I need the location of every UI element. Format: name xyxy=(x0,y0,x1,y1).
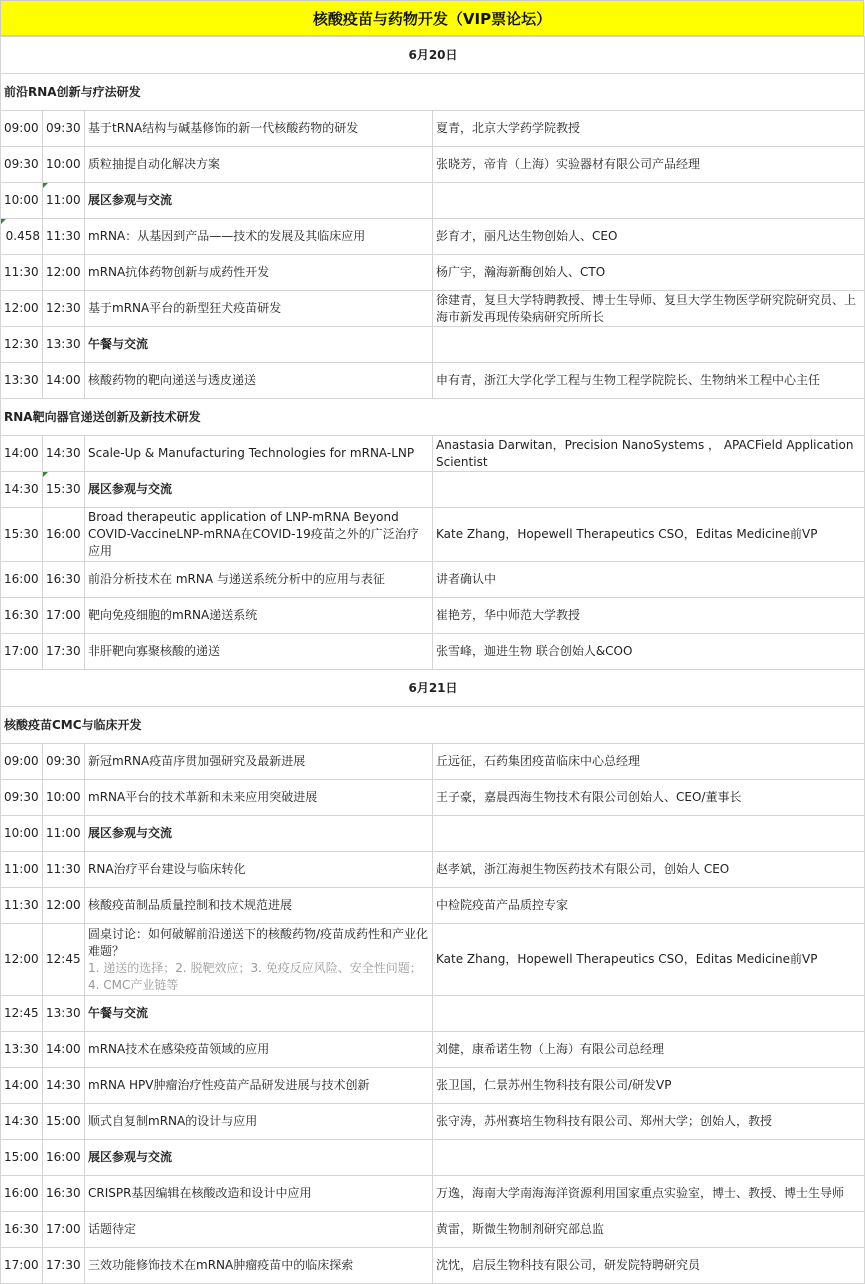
agenda-row xyxy=(1,924,865,996)
end-time: 12:45 xyxy=(43,924,85,996)
end-time: 09:30 xyxy=(43,744,85,780)
speaker: 刘健，康希诺生物（上海）有限公司总经理 xyxy=(433,1032,865,1068)
topic-text: mRNA技术在感染疫苗领域的应用 xyxy=(88,1042,270,1056)
agenda-row xyxy=(1,852,865,888)
topic-text: mRNA HPV肿瘤治疗性疫苗产品研发进展与技术创新 xyxy=(88,1078,370,1092)
topic-text: Scale-Up & Manufacturing Technologies for mRNA-LNP xyxy=(88,446,415,460)
speaker xyxy=(433,327,865,363)
start-time: 16:00 xyxy=(1,1176,43,1212)
session-topic xyxy=(85,111,433,147)
session-topic xyxy=(85,363,433,399)
section-row xyxy=(1,707,865,744)
end-time: 09:30 xyxy=(43,111,85,147)
end-time: 14:00 xyxy=(43,1032,85,1068)
topic-text: 基于tRNA结构与碱基修饰的新一代核酸药物的研发 xyxy=(88,121,359,135)
speaker: 王子豪，嘉晨西海生物技术有限公司创始人、CEO/董事长 xyxy=(433,780,865,816)
topic-text: Broad therapeutic application of LNP-mRNA Beyond COVID-VaccineLNP-mRNA在COVID-19疫苗之外的广泛治疗应用 xyxy=(88,510,419,558)
session-topic xyxy=(85,1212,433,1248)
end-time: 14:30 xyxy=(43,436,85,472)
end-time: 10:00 xyxy=(43,780,85,816)
agenda-table xyxy=(0,36,865,1284)
agenda-row xyxy=(1,562,865,598)
session-topic xyxy=(85,291,433,327)
end-time: 12:30 xyxy=(43,291,85,327)
end-time: 17:30 xyxy=(43,1248,85,1284)
topic-text: mRNA抗体药物创新与成药性开发 xyxy=(88,265,270,279)
start-time: 12:00 xyxy=(1,924,43,996)
agenda-row xyxy=(1,291,865,327)
end-time: 13:30 xyxy=(43,327,85,363)
session-topic xyxy=(85,1140,433,1176)
speaker: Kate Zhang，Hopewell Therapeutics CSO，Editas Medicine前VP xyxy=(433,508,865,562)
speaker: 中检院疫苗产品质控专家 xyxy=(433,888,865,924)
end-time: 11:30 xyxy=(43,852,85,888)
speaker: 赵孝斌，浙江海昶生物医药技术有限公司，创始人 CEO xyxy=(433,852,865,888)
date-row xyxy=(1,670,865,707)
speaker: Kate Zhang，Hopewell Therapeutics CSO，Editas Medicine前VP xyxy=(433,924,865,996)
agenda-row xyxy=(1,598,865,634)
speaker xyxy=(433,183,865,219)
section-title: 核酸疫苗CMC与临床开发 xyxy=(1,707,865,744)
session-topic xyxy=(85,255,433,291)
topic-text: mRNA平台的技术革新和未来应用突破进展 xyxy=(88,790,318,804)
start-time: 12:00 xyxy=(1,291,43,327)
agenda-row xyxy=(1,183,865,219)
agenda-row xyxy=(1,1176,865,1212)
agenda-row xyxy=(1,327,865,363)
agenda-row xyxy=(1,1104,865,1140)
session-topic xyxy=(85,924,433,996)
session-topic xyxy=(85,598,433,634)
session-topic xyxy=(85,183,433,219)
session-topic xyxy=(85,634,433,670)
day-date: 6月20日 xyxy=(1,37,865,74)
topic-text: 三效功能修饰技术在mRNA肿瘤疫苗中的临床探索 xyxy=(88,1258,354,1272)
date-row xyxy=(1,37,865,74)
agenda-row xyxy=(1,996,865,1032)
session-topic xyxy=(85,888,433,924)
topic-text: 午餐与交流 xyxy=(88,1006,149,1020)
session-topic xyxy=(85,1248,433,1284)
session-topic xyxy=(85,508,433,562)
topic-text: 基于mRNA平台的新型狂犬疫苗研发 xyxy=(88,301,282,315)
start-time: 09:30 xyxy=(1,147,43,183)
speaker: 沈忱，启辰生物科技有限公司，研发院特聘研究员 xyxy=(433,1248,865,1284)
start-time: 0.458 xyxy=(1,219,43,255)
end-time: 16:00 xyxy=(43,1140,85,1176)
end-time: 13:30 xyxy=(43,996,85,1032)
speaker xyxy=(433,472,865,508)
topic-text: 午餐与交流 xyxy=(88,337,149,351)
end-time: 15:00 xyxy=(43,1104,85,1140)
start-time: 11:30 xyxy=(1,255,43,291)
start-time: 09:30 xyxy=(1,780,43,816)
speaker: 崔艳芳，华中师范大学教授 xyxy=(433,598,865,634)
speaker: 张晓芳，帝肯（上海）实验器材有限公司产品经理 xyxy=(433,147,865,183)
end-time: 12:00 xyxy=(43,888,85,924)
topic-text: 话题待定 xyxy=(88,1222,137,1236)
agenda-row xyxy=(1,472,865,508)
agenda-row xyxy=(1,1068,865,1104)
speaker: 黄雷，斯微生物制剂研究部总监 xyxy=(433,1212,865,1248)
session-topic xyxy=(85,472,433,508)
start-time: 10:00 xyxy=(1,183,43,219)
topic-text: 核酸药物的靶向递送与透皮递送 xyxy=(88,373,257,387)
section-row xyxy=(1,399,865,436)
start-time: 13:30 xyxy=(1,1032,43,1068)
day-date: 6月21日 xyxy=(1,670,865,707)
speaker: 张雪峰，迦进生物 联合创始人&COO xyxy=(433,634,865,670)
topic-text: 顺式自复制mRNA的设计与应用 xyxy=(88,1114,258,1128)
end-time: 14:00 xyxy=(43,363,85,399)
session-topic xyxy=(85,996,433,1032)
topic-text: 质粒抽提自动化解决方案 xyxy=(88,157,221,171)
agenda-row xyxy=(1,255,865,291)
end-time: 16:30 xyxy=(43,1176,85,1212)
start-time: 10:00 xyxy=(1,816,43,852)
end-time: 11:00 xyxy=(43,183,85,219)
agenda-row xyxy=(1,1212,865,1248)
end-time: 15:30 xyxy=(43,472,85,508)
session-topic xyxy=(85,1176,433,1212)
start-time: 09:00 xyxy=(1,744,43,780)
start-time: 12:45 xyxy=(1,996,43,1032)
topic-text: 展区参观与交流 xyxy=(88,193,173,207)
forum-title: 核酸疫苗与药物开发（VIP票论坛） xyxy=(0,0,864,36)
agenda-row xyxy=(1,888,865,924)
session-topic xyxy=(85,852,433,888)
session-topic xyxy=(85,1032,433,1068)
section-row xyxy=(1,74,865,111)
end-time: 12:00 xyxy=(43,255,85,291)
session-topic xyxy=(85,1068,433,1104)
start-time: 16:00 xyxy=(1,562,43,598)
start-time: 11:00 xyxy=(1,852,43,888)
session-topic xyxy=(85,780,433,816)
speaker: 张守涛，苏州赛培生物科技有限公司、郑州大学；创始人，教授 xyxy=(433,1104,865,1140)
section-title: 前沿RNA创新与疗法研发 xyxy=(1,74,865,111)
speaker: 讲者确认中 xyxy=(433,562,865,598)
speaker xyxy=(433,1140,865,1176)
speaker: 彭育才，丽凡达生物创始人、CEO xyxy=(433,219,865,255)
agenda-row xyxy=(1,436,865,472)
speaker: Anastasia Darwitan，Precision NanoSystems ， APACField Application Scientist xyxy=(433,436,865,472)
end-time: 11:30 xyxy=(43,219,85,255)
start-time: 15:00 xyxy=(1,1140,43,1176)
start-time: 16:30 xyxy=(1,598,43,634)
session-topic xyxy=(85,744,433,780)
end-time: 17:00 xyxy=(43,1212,85,1248)
topic-text: 展区参观与交流 xyxy=(88,482,173,496)
topic-text: mRNA：从基因到产品——技术的发展及其临床应用 xyxy=(88,229,366,243)
speaker: 万逸，海南大学南海海洋资源利用国家重点实验室，博士、教授、博士生导师 xyxy=(433,1176,865,1212)
topic-text: 非肝靶向寡聚核酸的递送 xyxy=(88,644,221,658)
speaker: 张卫国，仁景苏州生物科技有限公司/研发VP xyxy=(433,1068,865,1104)
agenda-row xyxy=(1,1032,865,1068)
session-topic xyxy=(85,1104,433,1140)
topic-text: CRISPR基因编辑在核酸改造和设计中应用 xyxy=(88,1186,312,1200)
topic-text: 新冠mRNA疫苗序贯加强研究及最新进展 xyxy=(88,754,306,768)
start-time: 13:30 xyxy=(1,363,43,399)
start-time: 17:00 xyxy=(1,1248,43,1284)
agenda-row xyxy=(1,363,865,399)
session-topic xyxy=(85,147,433,183)
agenda-row xyxy=(1,508,865,562)
start-time: 11:30 xyxy=(1,888,43,924)
topic-text: RNA治疗平台建设与临床转化 xyxy=(88,862,246,876)
agenda-row xyxy=(1,219,865,255)
session-topic xyxy=(85,219,433,255)
speaker: 杨广宇，瀚海新酶创始人、CTO xyxy=(433,255,865,291)
agenda-row xyxy=(1,1140,865,1176)
topic-text: 靶向免疫细胞的mRNA递送系统 xyxy=(88,608,258,622)
end-time: 17:30 xyxy=(43,634,85,670)
topic-subtext: 1. 递送的选择；2. 脱靶效应；3. 免疫反应风险、安全性问题；4. CMC产业链等 xyxy=(88,960,422,992)
start-time: 09:00 xyxy=(1,111,43,147)
agenda-row xyxy=(1,780,865,816)
agenda-row xyxy=(1,147,865,183)
agenda-row xyxy=(1,1248,865,1284)
speaker: 丘远征，石药集团疫苗临床中心总经理 xyxy=(433,744,865,780)
section-title: RNA靶向器官递送创新及新技术研发 xyxy=(1,399,865,436)
topic-text: 圆桌讨论：如何破解前沿递送下的核酸药物/疫苗成药性和产业化难题？ xyxy=(88,926,429,958)
end-time: 10:00 xyxy=(43,147,85,183)
agenda-row xyxy=(1,634,865,670)
speaker: 徐建青，复旦大学特聘教授、博士生导师、复旦大学生物医学研究院研究员、上海市新发再现传染病研究所所长 xyxy=(433,291,865,327)
speaker xyxy=(433,816,865,852)
session-topic xyxy=(85,562,433,598)
agenda-row xyxy=(1,744,865,780)
speaker: 申有青，浙江大学化学工程与生物工程学院院长、生物纳米工程中心主任 xyxy=(433,363,865,399)
end-time: 16:30 xyxy=(43,562,85,598)
start-time: 14:00 xyxy=(1,1068,43,1104)
session-topic xyxy=(85,816,433,852)
start-time: 17:00 xyxy=(1,634,43,670)
start-time: 14:30 xyxy=(1,472,43,508)
session-topic xyxy=(85,327,433,363)
speaker xyxy=(433,996,865,1032)
topic-text: 展区参观与交流 xyxy=(88,1150,173,1164)
topic-text: 展区参观与交流 xyxy=(88,826,173,840)
start-time: 16:30 xyxy=(1,1212,43,1248)
start-time: 14:30 xyxy=(1,1104,43,1140)
agenda-row xyxy=(1,111,865,147)
agenda-row xyxy=(1,816,865,852)
speaker: 夏青，北京大学药学院教授 xyxy=(433,111,865,147)
start-time: 15:30 xyxy=(1,508,43,562)
topic-text: 前沿分析技术在 mRNA 与递送系统分析中的应用与表征 xyxy=(88,572,385,586)
end-time: 17:00 xyxy=(43,598,85,634)
session-topic xyxy=(85,436,433,472)
start-time: 14:00 xyxy=(1,436,43,472)
topic-text: 核酸疫苗制品质量控制和技术规范进展 xyxy=(88,898,293,912)
end-time: 16:00 xyxy=(43,508,85,562)
end-time: 11:00 xyxy=(43,816,85,852)
end-time: 14:30 xyxy=(43,1068,85,1104)
start-time: 12:30 xyxy=(1,327,43,363)
